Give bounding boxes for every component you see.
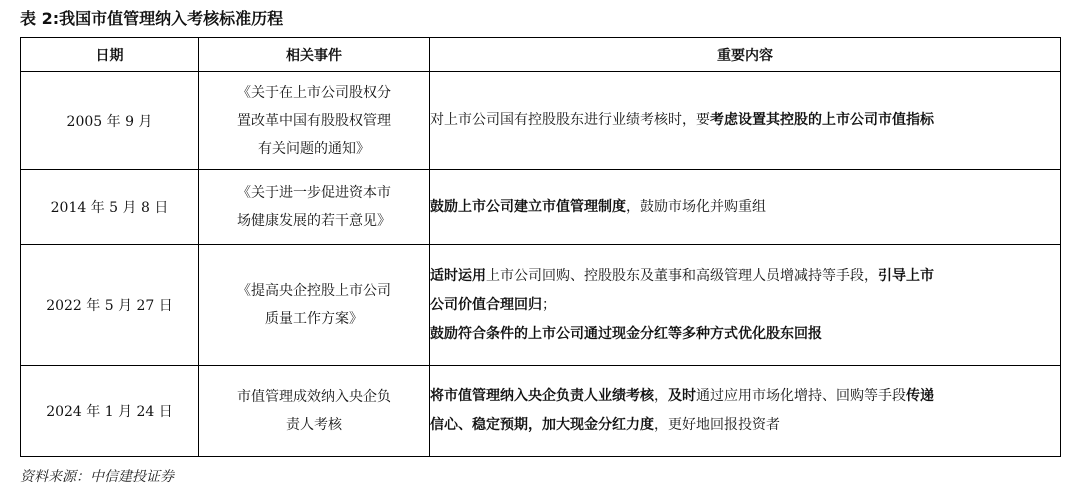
event-cell <box>199 72 430 170</box>
header-row <box>21 38 1061 72</box>
content-text: ，更好地回报投资者 <box>654 417 780 433</box>
event-line: 市值管理成效纳入央企负 <box>237 389 391 405</box>
content-text: 上市公司回购、控股股东及董事和高级管理人员增减持等手段， <box>486 267 878 284</box>
content-text-bold: 鼓励符合条件的上市公司通过现金分红等多种方式优化股东回报 <box>430 325 822 342</box>
date-cell: 2024 年 1 月 24 日 <box>21 366 199 457</box>
content-text-bold: 及时 <box>668 388 696 404</box>
event-line: 置改革中国有股股权管理 <box>237 112 391 129</box>
table-row <box>21 72 1061 170</box>
content-text-bold: 将市值管理纳入央企负责人业绩考核 <box>430 388 654 404</box>
content-cell <box>430 72 1061 170</box>
content-text-bold: 引导上市 <box>878 267 934 284</box>
header-date: 日期 <box>21 38 199 72</box>
content-line <box>430 193 1060 222</box>
event-cell <box>199 245 430 366</box>
content-text-bold: 鼓励上市公司建立市值管理制度 <box>430 198 626 215</box>
content-text: ， <box>654 388 668 404</box>
content-text-bold: 传递 <box>906 388 934 404</box>
table-row <box>21 170 1061 245</box>
table-title: 表 2:我国市值管理纳入考核标准历程 <box>20 9 284 28</box>
event-line: 责人考核 <box>286 417 342 433</box>
source-note: 资料来源：中信建投证券 <box>20 469 174 485</box>
header-content: 重要内容 <box>430 38 1061 72</box>
event-line: 有关问题的通知》 <box>258 140 370 157</box>
content-line <box>430 291 1060 320</box>
history-table <box>20 37 1061 457</box>
event-line: 《关于在上市公司股权分 <box>237 84 391 101</box>
event-line: 《关于进一步促进资本市 <box>237 185 391 201</box>
content-cell <box>430 170 1061 245</box>
content-text-bold: 信心、稳定预期，加大现金分红力度 <box>430 417 654 433</box>
content-text-bold: 公司价值合理回归 <box>430 296 542 313</box>
content-line <box>430 382 1060 411</box>
date-cell: 2005 年 9 月 <box>21 72 199 170</box>
table-row <box>21 245 1061 366</box>
content-text: 通过应用市场化增持、回购等手段 <box>696 388 906 404</box>
event-line: 场健康发展的若干意见》 <box>237 213 391 229</box>
content-text-bold: 考虑设置其控股的上市公司市值指标 <box>710 112 934 128</box>
content-text: ； <box>542 296 556 313</box>
content-line <box>430 262 1060 291</box>
event-line: 质量工作方案》 <box>265 311 363 327</box>
event-line: 《提高央企控股上市公司 <box>237 283 391 299</box>
event-cell <box>199 366 430 457</box>
content-text: 对上市公司国有控股股东进行业绩考核时，要 <box>430 112 710 128</box>
content-line <box>430 320 1060 349</box>
date-cell: 2014 年 5 月 8 日 <box>21 170 199 245</box>
content-text: ，鼓励市场化并购重组 <box>626 198 766 215</box>
table-row <box>21 366 1061 457</box>
content-line <box>430 106 1060 135</box>
content-text-bold: 适时运用 <box>430 267 486 284</box>
content-cell <box>430 366 1061 457</box>
date-cell: 2022 年 5 月 27 日 <box>21 245 199 366</box>
event-cell <box>199 170 430 245</box>
header-event: 相关事件 <box>199 38 430 72</box>
content-line <box>430 411 1060 440</box>
content-cell <box>430 245 1061 366</box>
